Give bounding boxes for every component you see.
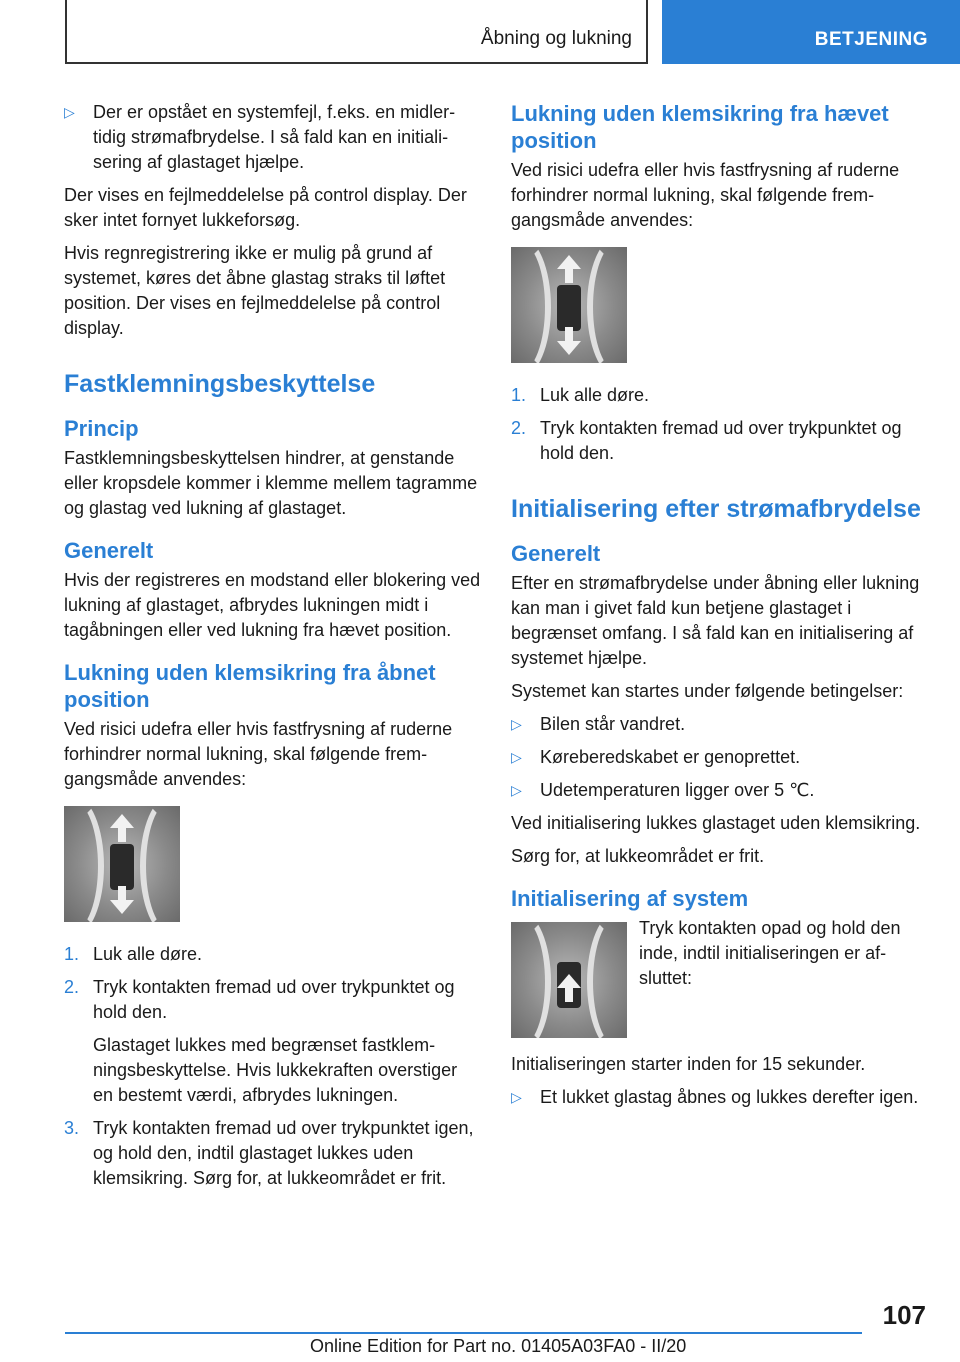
header-chapter-tab	[662, 0, 960, 64]
footer-edition: Online Edition for Part no. 01405A03FA0 - II/20	[310, 1336, 687, 1356]
bullet-item	[511, 1085, 923, 1110]
arrow-up-icon	[110, 814, 134, 828]
heading-initialisering-system: Initialisering af system	[511, 886, 749, 911]
roof-switch	[110, 844, 134, 890]
triangle-bullet-icon: ▷	[511, 716, 522, 732]
heading-initialisering: Initialisering efter strømafbrydelse	[511, 495, 921, 523]
heading-generelt: Generelt	[511, 541, 601, 566]
heading-lukning-abnet: Lukning uden klemsikring fra åbnet position	[64, 660, 436, 712]
heading-princip: Princip	[64, 416, 139, 441]
heading-generelt: Generelt	[64, 538, 154, 563]
condition-text: Køreberedskabet er genoprettet.	[540, 747, 801, 767]
header-section-box	[65, 0, 648, 64]
paragraph: Ved initialisering lukkes glastaget uden klemsikring.	[511, 813, 921, 833]
triangle-bullet-icon: ▷	[64, 104, 75, 120]
right-column	[511, 100, 923, 1118]
arrow-up-icon	[557, 255, 581, 269]
condition-item	[511, 745, 923, 770]
triangle-bullet-icon: ▷	[511, 782, 522, 798]
condition-text: Udetemperaturen ligger over 5 ℃.	[540, 780, 815, 800]
init-system-row	[511, 916, 923, 1038]
switch-photo	[511, 247, 627, 363]
chapter-title: BETJENING	[814, 29, 928, 50]
step-number: 3.	[64, 1118, 80, 1138]
step-item	[64, 942, 482, 967]
triangle-bullet-icon: ▷	[511, 1089, 522, 1105]
step-text: Tryk kontakten fremad ud over trykpunktet igen, og hold den, indtil glastaget lukkes uden klemsikring. Sørg for, at lukkeområdet er frit.	[93, 1118, 474, 1188]
heading-lukning-haevet: Lukning uden klemsikring fra hævet position	[511, 101, 889, 153]
bullet-item	[64, 100, 482, 175]
step-text: Tryk kontakten fremad ud over trykpunktet og hold den.	[93, 977, 455, 1022]
step-number: 2.	[64, 977, 80, 997]
step-item	[64, 975, 482, 1108]
step-number: 2.	[511, 418, 527, 438]
paragraph: Ved risici udefra eller hvis fastfrysning af ruderne forhindrer normal lukning, skal følgende fremgangsmåde anvendes:	[64, 719, 453, 789]
footer-divider	[65, 1332, 862, 1334]
paragraph: Tryk kontakten opad og hold den inde, indtil initialiseringen er afsluttet:	[639, 918, 901, 988]
switch-photo	[64, 806, 180, 922]
paragraph: Efter en strømafbrydelse under åbning eller lukning kan man i givet fald kun betjene glastaget i begrænset omfang. I så fald kan en initialisering af systemet hjælpe.	[511, 573, 920, 668]
step-text: Tryk kontakten fremad ud over trykpunktet og hold den.	[540, 418, 902, 463]
step-number: 1.	[64, 944, 80, 964]
section-title: Åbning og lukning	[480, 28, 632, 49]
step-text: Luk alle døre.	[93, 944, 203, 964]
paragraph: Der vises en fejlmeddelelse på control display. Der sker intet fornyet lukkeforsøg.	[64, 185, 467, 230]
left-column	[64, 100, 482, 1199]
bullet-text: Et lukket glastag åbnes og lukkes derefter igen.	[540, 1087, 919, 1107]
switch-photo-up	[511, 922, 627, 1038]
condition-text: Bilen står vandret.	[540, 714, 686, 734]
condition-item	[511, 778, 923, 803]
step-subtext: Glastaget lukkes med begrænset fastklemningsbeskyttelse. Hvis lukkekraften overstiger en bestemt værdi, afbrydes lukningen.	[93, 1035, 458, 1105]
step-number: 1.	[511, 385, 527, 405]
paragraph: Initialiseringen starter inden for 15 sekunder.	[511, 1054, 866, 1074]
step-text: Luk alle døre.	[540, 385, 650, 405]
paragraph: Hvis regnregistrering ikke er mulig på grund af systemet, køres det åbne glastag straks til løftet position. Der vises en fejlmeddelelse på control display.	[64, 243, 446, 338]
paragraph: Systemet kan startes under følgende betingelser:	[511, 681, 904, 701]
triangle-bullet-icon: ▷	[511, 749, 522, 765]
paragraph: Ved risici udefra eller hvis fastfrysning af ruderne forhindrer normal lukning, skal følgende fremgangsmåde anvendes:	[511, 160, 900, 230]
arrow-up-icon	[557, 974, 581, 988]
heading-fastklemning: Fastklemningsbeskyttelse	[64, 370, 376, 398]
step-item	[511, 416, 923, 466]
paragraph: Fastklemningsbeskyttelsen hindrer, at genstande eller kropsdele kommer i klemme mellem tagramme og glastag ved lukning af glastaget.	[64, 448, 478, 518]
paragraph: Sørg for, at lukkeområdet er frit.	[511, 846, 765, 866]
page-number: 107	[882, 1300, 926, 1330]
step-item	[64, 1116, 482, 1191]
arrow-down-icon	[557, 341, 581, 355]
condition-item	[511, 712, 923, 737]
paragraph: Hvis der registreres en modstand eller blokering ved lukning af glastaget, afbrydes lukningen midt i tagåbningen eller ved lukning fra hævet position.	[64, 570, 481, 640]
roof-switch	[557, 285, 581, 331]
bullet-text: Der er opstået en systemfejl, f.eks. en midlertidig strømafbrydelse. I så fald kan en initialisering af glastaget hjælpe.	[93, 102, 456, 172]
arrow-down-icon	[110, 900, 134, 914]
step-item	[511, 383, 923, 408]
